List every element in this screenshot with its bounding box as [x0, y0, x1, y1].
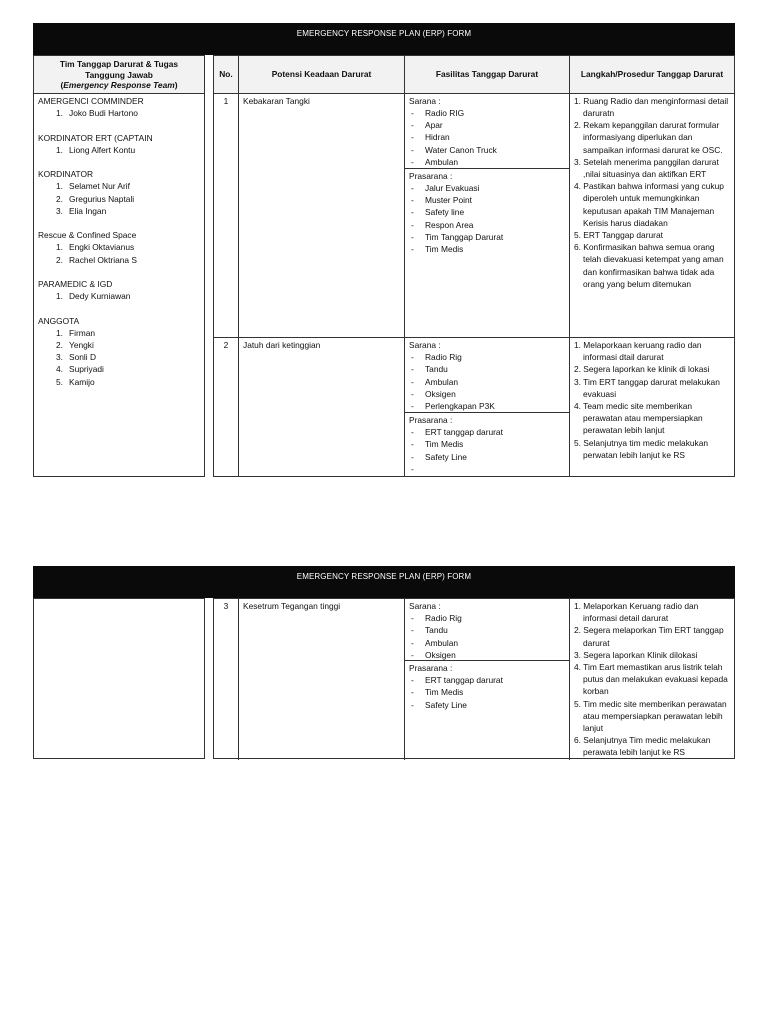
sarana-item: Radio RIG: [425, 107, 465, 118]
list-item: [409, 131, 565, 143]
team-member: [38, 363, 200, 375]
prasarana-item: Tim Medis: [425, 243, 464, 254]
member-number: 1.: [56, 291, 63, 302]
prasarana-section: [405, 413, 569, 476]
response-table: [213, 55, 735, 477]
langkah-step: 1. Ruang Radio dan menginformasi detail daruratn: [574, 95, 729, 118]
prasarana-item: Respon Area: [425, 219, 474, 230]
sarana-item: Radio Rig: [425, 352, 462, 363]
prasarana-item: Muster Point: [425, 195, 473, 206]
sarana-item: Oksigen: [425, 388, 456, 399]
list-item: [409, 674, 565, 686]
dash-bullet: -: [411, 107, 414, 118]
header-potensi: Potensi Keadaan Darurat: [239, 56, 405, 93]
team-header-line1: Tim Tanggap Darurat & Tugas: [59, 59, 179, 70]
header-langkah: Langkah/Prosedur Tanggap Darurat: [570, 56, 734, 93]
team-header: [34, 56, 204, 94]
langkah-step: 4. Pastikan bahwa informasi yang cukup diperoleh untuk memungkinkan keputusan apakah TIM Manajeman Kerisis harus diadakan: [574, 181, 724, 228]
dash-bullet: -: [411, 451, 414, 462]
potensi-cell: Kesetrum Tegangan tinggi: [239, 599, 405, 760]
prasarana-item: Safety line: [425, 207, 465, 218]
sarana-item: Tandu: [425, 364, 448, 375]
team-member: [38, 144, 200, 156]
team-member: [38, 290, 200, 302]
team-member: [38, 241, 200, 253]
list-item: [409, 699, 565, 711]
prasarana-section: [405, 661, 569, 712]
sarana-item: Apar: [425, 120, 443, 131]
row-number: 3: [214, 599, 239, 760]
erp-form-page-2: [33, 566, 735, 759]
langkah-list: [574, 95, 730, 290]
title-divider: [33, 44, 735, 55]
team-member: [38, 376, 200, 388]
list-item: [409, 219, 565, 231]
erp-table: [33, 598, 735, 759]
member-name: Selamet Nur Arif: [69, 181, 130, 192]
list-item: [409, 206, 565, 218]
team-group-title: ANGGOTA: [38, 315, 80, 326]
prasarana-section: [405, 169, 569, 256]
sarana-item: Water Canon Truck: [425, 144, 497, 155]
team-group: [38, 132, 200, 156]
sarana-label: Sarana :: [409, 601, 441, 611]
list-item: [409, 182, 565, 194]
dash-bullet: -: [411, 352, 414, 363]
member-name: Elia Ingan: [69, 205, 107, 216]
prasarana-label: Prasarana :: [409, 663, 453, 673]
fasilitas-cell: [405, 599, 570, 760]
prasarana-label: Prasarana :: [409, 414, 453, 425]
prasarana-list: [409, 182, 565, 255]
team-column-empty: [33, 598, 205, 759]
table-row: [214, 94, 734, 338]
dash-bullet: -: [411, 439, 414, 450]
team-header-line2: Tanggung Jawab: [85, 69, 153, 80]
team-group: [38, 168, 200, 217]
response-table: [213, 598, 735, 759]
dash-bullet: -: [411, 376, 414, 387]
prasarana-item: Tim Medis: [425, 439, 464, 450]
team-group-title: KORDINATOR ERT (CAPTAIN: [38, 132, 153, 143]
list-item: [409, 463, 565, 475]
sarana-item: Oksigen: [425, 649, 456, 660]
team-member: [38, 205, 200, 217]
member-number: 2.: [56, 339, 63, 350]
dash-bullet: -: [411, 243, 414, 254]
langkah-step: 5. Selanjutnya tim medic melakukan perwatan lebih lanjut ke RS: [574, 437, 709, 460]
team-group-title: Rescue & Confined Space: [38, 230, 137, 241]
dash-bullet: -: [411, 144, 414, 155]
header-fasilitas: Fasilitas Tanggap Darurat: [405, 56, 570, 93]
member-number: 4.: [56, 364, 63, 375]
langkah-step: 4. Tim Eart memastikan arus listrik telah putus dan melakukan evakuasi kepada korban: [574, 662, 728, 697]
langkah-step: 2. Segera laporkan ke klinik di lokasi: [574, 364, 710, 375]
member-number: 1.: [56, 327, 63, 338]
langkah-step: 5. Tim medic site memberikan perawatan atau mempersiapkan perawatan lebih lanjut: [574, 698, 727, 734]
potensi-cell: Jatuh dari ketinggian: [239, 338, 405, 476]
dash-bullet: -: [411, 195, 414, 206]
dash-bullet: -: [411, 207, 414, 218]
prasarana-item: Tim Tanggap Darurat: [425, 231, 504, 242]
dash-bullet: -: [411, 637, 414, 648]
langkah-step: 1. Melaporkan Keruang radio dan informasi detail darurat: [574, 601, 699, 624]
erp-table: [33, 55, 735, 477]
header-row: [214, 56, 734, 94]
team-member: [38, 107, 200, 119]
header-no: No.: [214, 56, 239, 93]
langkah-step: 1. Melaporkaan keruang radio dan informasi dtail darurat: [574, 339, 702, 363]
sarana-section: [405, 599, 569, 661]
sarana-list: [409, 107, 565, 168]
team-group-title: PARAMEDIC & IGD: [38, 278, 113, 289]
table-row: [214, 338, 734, 476]
member-name: Joko Budi Hartono: [69, 108, 138, 119]
dash-bullet: -: [411, 132, 414, 143]
list-item: [409, 426, 565, 438]
prasarana-item: ERT tanggap darurat: [425, 427, 503, 438]
team-member: [38, 193, 200, 205]
list-item: [409, 612, 565, 624]
team-group: [38, 95, 200, 119]
member-number: 1.: [56, 242, 63, 253]
langkah-cell: [570, 94, 734, 337]
dash-bullet: -: [411, 182, 414, 193]
dash-bullet: -: [411, 156, 414, 167]
member-name: Yengki: [69, 339, 94, 350]
dash-bullet: -: [411, 613, 414, 624]
team-group: [38, 315, 200, 388]
dash-bullet: -: [411, 625, 414, 636]
langkah-list: [574, 339, 730, 461]
langkah-cell: [570, 338, 734, 476]
member-number: 3.: [56, 205, 63, 216]
dash-bullet: -: [411, 687, 414, 698]
team-member: [38, 351, 200, 363]
member-name: Dedy Kurniawan: [69, 291, 131, 302]
dash-bullet: -: [411, 463, 414, 474]
list-item: [409, 376, 565, 388]
prasarana-list: [409, 674, 565, 711]
list-item: [409, 194, 565, 206]
dash-bullet: -: [411, 219, 414, 230]
prasarana-item: Jalur Evakuasi: [425, 182, 480, 193]
list-item: [409, 351, 565, 363]
team-column: [33, 55, 205, 477]
member-number: 1.: [56, 108, 63, 119]
sarana-section: [405, 338, 569, 413]
list-item: [409, 144, 565, 156]
member-number: 1.: [56, 144, 63, 155]
sarana-item: Ambulan: [425, 156, 459, 167]
sarana-label: Sarana :: [409, 339, 441, 350]
member-number: 2.: [56, 254, 63, 265]
prasarana-item: Tim Medis: [425, 687, 464, 698]
dash-bullet: -: [411, 427, 414, 438]
dash-bullet: -: [411, 699, 414, 710]
table-row: [214, 599, 734, 760]
prasarana-item: Safety Line: [425, 451, 467, 462]
member-name: Engki Oktavianus: [69, 242, 135, 253]
sarana-item: Radio Rig: [425, 613, 462, 624]
langkah-step: 5. ERT Tanggap darurat: [574, 229, 663, 240]
team-header-line3: (Emergency Response Team): [60, 80, 178, 91]
fasilitas-cell: [405, 94, 570, 337]
sarana-item: Tandu: [425, 625, 448, 636]
langkah-cell: [570, 599, 734, 760]
list-item: [409, 400, 565, 412]
column-gap: [205, 55, 213, 477]
sarana-label: Sarana :: [409, 95, 441, 106]
dash-bullet: -: [411, 231, 414, 242]
team-group-title: KORDINATOR: [38, 169, 94, 180]
team-group-title: AMERGENCI COMMINDER: [38, 96, 144, 106]
sarana-item: Perlengkapan P3K: [425, 401, 495, 411]
row-number: 2: [214, 338, 239, 476]
sarana-list: [409, 351, 565, 412]
list-item: [409, 451, 565, 463]
prasarana-item: Safety Line: [425, 699, 467, 710]
langkah-step: 6. Selanjutnya Tim medic melakukan perawata lebih lanjut ke RS: [574, 735, 711, 758]
team-member: [38, 180, 200, 192]
dash-bullet: -: [411, 120, 414, 131]
langkah-step: 2. Segera melaporkan Tim ERT tanggap darurat: [574, 625, 724, 648]
dash-bullet: -: [411, 388, 414, 399]
sarana-item: Hidran: [425, 132, 450, 143]
row-number: 1: [214, 94, 239, 337]
langkah-step: 3. Setelah menerima panggilan darurat ,nilai situasinya dan aktifkan ERT: [574, 156, 719, 179]
form-title: EMERGENCY RESPONSE PLAN (ERP) FORM: [33, 23, 735, 44]
sarana-item: Ambulan: [425, 376, 459, 387]
list-item: [409, 624, 565, 636]
member-number: 3.: [56, 352, 63, 363]
sarana-list: [409, 612, 565, 661]
member-name: Gregurius Naptali: [69, 193, 135, 204]
member-name: Liong Alfert Kontu: [69, 144, 136, 155]
team-group: [38, 278, 200, 302]
langkah-step: 3. Segera laporkan Klinik dilokasi: [574, 649, 698, 660]
member-name: Supriyadi: [69, 364, 104, 375]
member-name: Firman: [69, 327, 96, 338]
team-member: [38, 327, 200, 339]
title-divider: [33, 587, 735, 598]
list-item: [409, 686, 565, 698]
member-name: Kamijo: [69, 376, 95, 387]
sarana-section: [405, 94, 569, 169]
member-name: Rachel Oktriana S: [69, 254, 137, 265]
dash-bullet: -: [411, 364, 414, 375]
langkah-step: 2. Rekam kepanggilan darurat formular informasiyang diperlukan dan sampaikan informasi darurat ke OSC.: [574, 120, 723, 155]
erp-form-page-1: [33, 23, 735, 477]
team-group: [38, 229, 200, 266]
list-item: [409, 388, 565, 400]
list-item: [409, 637, 565, 649]
list-item: [409, 107, 565, 119]
list-item: [409, 243, 565, 255]
member-number: 2.: [56, 193, 63, 204]
prasarana-item: ERT tanggap darurat: [425, 675, 503, 686]
list-item: [409, 649, 565, 661]
list-item: [409, 363, 565, 375]
langkah-step: 4. Team medic site memberikan perawatan atau mempersiapkan perawatan lebih lanjut: [574, 401, 703, 436]
dash-bullet: -: [411, 649, 414, 660]
member-number: 1.: [56, 181, 63, 192]
team-member: [38, 254, 200, 266]
list-item: [409, 156, 565, 168]
fasilitas-cell: [405, 338, 570, 476]
sarana-item: Ambulan: [425, 637, 459, 648]
form-title: EMERGENCY RESPONSE PLAN (ERP) FORM: [33, 566, 735, 587]
dash-bullet: -: [411, 401, 414, 411]
list-item: [409, 438, 565, 450]
langkah-list: [574, 600, 730, 759]
langkah-step: 3. Tim ERT tanggap darurat melakukan evakuasi: [574, 376, 720, 399]
team-list: [34, 94, 204, 401]
team-header-italic: Emergency Response Team: [63, 80, 175, 91]
dash-bullet: -: [411, 675, 414, 686]
potensi-cell: Kebakaran Tangki: [239, 94, 405, 337]
prasarana-list: [409, 426, 565, 475]
list-item: [409, 119, 565, 131]
langkah-step: 6. Konfirmasikan bahwa semua orang telah dievakuasi ketempat yang aman dan konfirmasikan bahwa tidak ada orang yang belum ditemukan: [574, 242, 724, 289]
member-name: Sonli D: [69, 352, 96, 363]
member-number: 5.: [56, 376, 63, 387]
column-gap: [205, 598, 213, 759]
prasarana-label: Prasarana :: [409, 170, 453, 181]
team-member: [38, 339, 200, 351]
list-item: [409, 231, 565, 243]
